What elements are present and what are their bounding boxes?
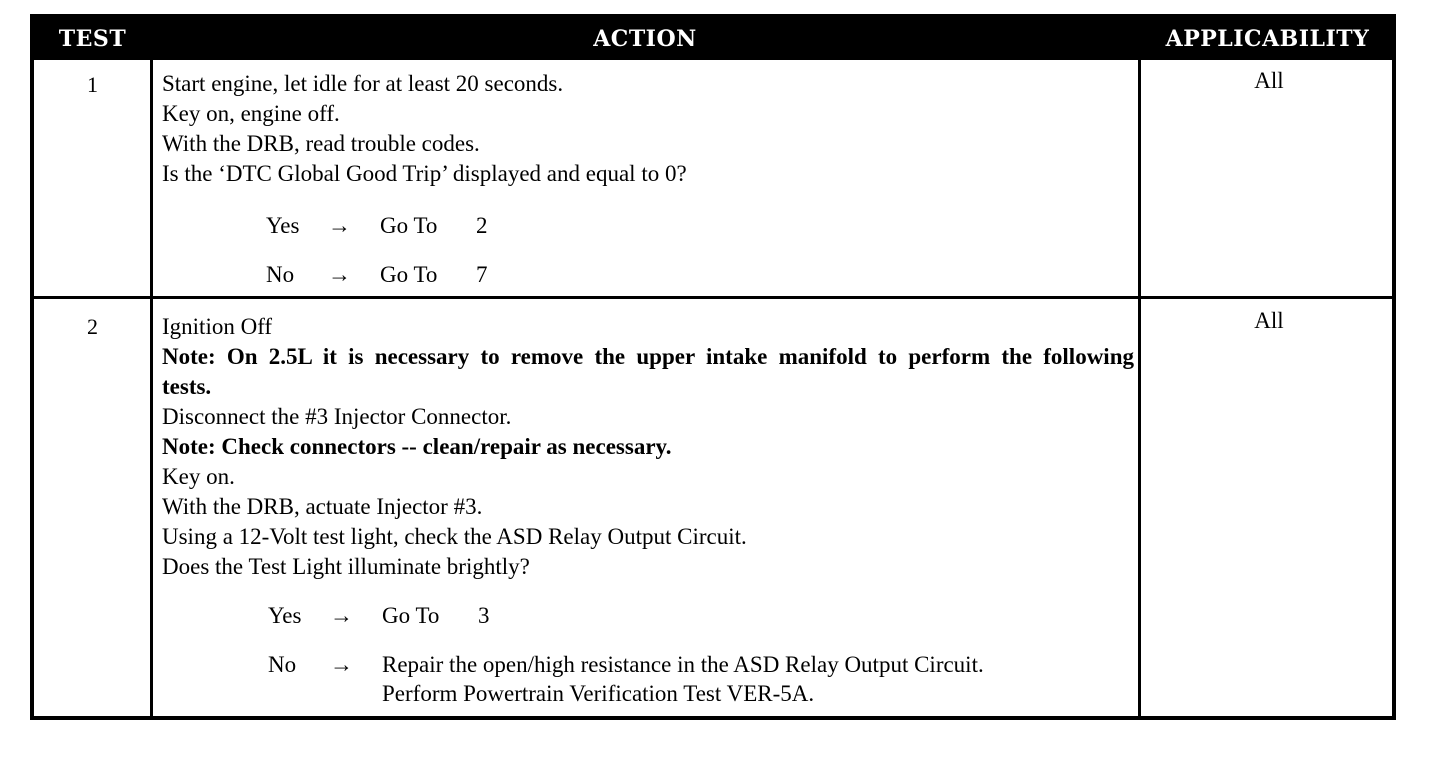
goto-target: 3 [478,603,490,628]
branch-label: Yes [266,213,300,238]
arrow-icon: → [330,652,353,677]
arrow-icon: → [330,603,353,628]
action-line: Does the Test Light illuminate brightly? [162,554,530,579]
header-applicability: APPLICABILITY [1165,26,1370,52]
action-line: Start engine, let idle for at least 20 seconds. [162,71,564,96]
goto-target: 7 [476,262,488,287]
test-2-action [162,312,1134,582]
goto-text: Go To [382,603,440,628]
header-action: ACTION [593,26,697,52]
action-line: Ignition Off [162,314,273,339]
column-divider [150,60,153,716]
applicability-value: All [1254,308,1284,333]
test-number: 2 [87,314,98,339]
goto-text: Go To [380,213,438,238]
branch-label: No [266,262,295,287]
action-line: Key on. [162,464,235,489]
action-line: Key on, engine off. [162,101,340,126]
applicability-value: All [1254,68,1284,93]
test-number: 1 [87,72,98,97]
action-line: With the DRB, actuate Injector #3. [162,494,483,519]
row-divider [34,296,1392,299]
branch-label: No [268,652,297,677]
action-line: Disconnect the #3 Injector Connector. [162,404,512,429]
column-divider [1138,60,1141,716]
arrow-icon: → [328,262,351,287]
action-line: Using a 12-Volt test light, check the ASD Relay Output Circuit. [162,524,747,549]
header-test: TEST [58,26,127,52]
goto-target: 2 [476,213,488,238]
action-line: With the DRB, read trouble codes. [162,131,480,156]
branch-label: Yes [268,603,302,628]
note-text: Note: Check connectors -- clean/repair as necessary. [162,434,672,459]
diagnostic-test-table [30,14,1396,720]
action-line: Is the ‘DTC Global Good Trip’ displayed and equal to 0? [162,161,687,186]
arrow-icon: → [328,213,351,238]
verification-text: Perform Powertrain Verification Test VER-5A. [382,681,815,706]
table-header [34,18,1392,60]
test-1-action [162,69,1134,189]
note-text: Note: On 2.5L it is necessary to remove the upper intake manifold to perform the following tests. [162,344,1134,399]
goto-text: Go To [380,262,438,287]
repair-text: Repair the open/high resistance in the ASD Relay Output Circuit. [382,652,984,677]
